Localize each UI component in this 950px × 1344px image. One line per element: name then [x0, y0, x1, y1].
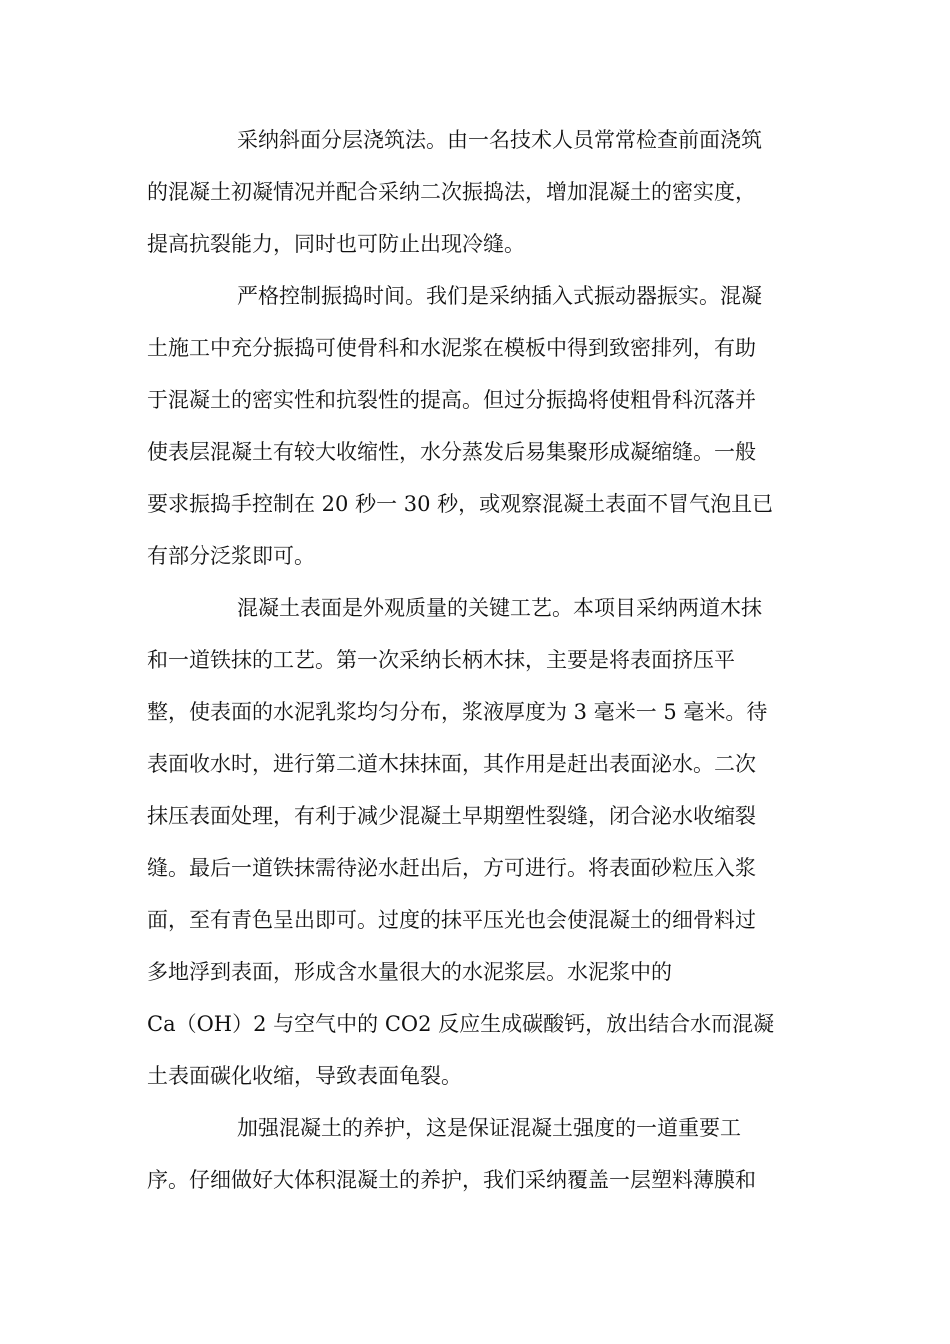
paragraph-vibration-time — [147, 270, 797, 582]
text-line: 抹压表面处理，有利于减少混凝土早期塑性裂缝，闭合泌水收缩裂 — [147, 804, 756, 828]
text-line: 提高抗裂能力，同时也可防止出现冷缝。 — [147, 232, 525, 256]
text-line: Ca（OH）2 与空气中的 CO2 反应生成碳酸钙，放出结合水而混凝 — [147, 1012, 775, 1036]
text-line: 的混凝土初凝情况并配合采纳二次振捣法，增加混凝土的密实度， — [147, 180, 756, 204]
document-body — [147, 114, 797, 1206]
text-line: 序。仔细做好大体积混凝土的养护，我们采纳覆盖一层塑料薄膜和 — [147, 1168, 756, 1192]
text-line: 缝。最后一道铁抹需待泌水赶出后，方可进行。将表面砂粒压入浆 — [147, 856, 756, 880]
text-line: 加强混凝土的养护，这是保证混凝土强度的一道重要工 — [237, 1116, 741, 1140]
text-line: 土施工中充分振捣可使骨科和水泥浆在模板中得到致密排列，有助 — [147, 336, 756, 360]
text-line: 于混凝土的密实性和抗裂性的提高。但过分振捣将使粗骨科沉落并 — [147, 388, 756, 412]
text-line: 整，使表面的水泥乳浆均匀分布，浆液厚度为 3 毫米一 5 毫米。待 — [147, 700, 768, 724]
text-line: 严格控制振捣时间。我们是采纳插入式振动器振实。混凝 — [237, 284, 762, 308]
text-line: 和一道铁抹的工艺。第一次采纳长柄木抹，主要是将表面挤压平 — [147, 648, 735, 672]
paragraph-layered-pouring — [147, 114, 797, 270]
text-line: 多地浮到表面，形成含水量很大的水泥浆层。水泥浆中的 — [147, 960, 672, 984]
text-line: 表面收水时，进行第二道木抹抹面，其作用是赶出表面泌水。二次 — [147, 752, 756, 776]
text-line: 土表面碳化收缩，导致表面龟裂。 — [147, 1064, 462, 1088]
text-line: 混凝土表面是外观质量的关键工艺。本项目采纳两道木抹 — [237, 596, 762, 620]
paragraph-surface-finishing — [147, 582, 797, 1102]
text-line: 使表层混凝土有较大收缩性，水分蒸发后易集聚形成凝缩缝。一般 — [147, 440, 756, 464]
text-line: 面，至有青色呈出即可。过度的抹平压光也会使混凝土的细骨料过 — [147, 908, 756, 932]
text-line: 要求振捣手控制在 20 秒一 30 秒，或观察混凝土表面不冒气泡且已 — [147, 492, 774, 516]
text-line: 有部分泛浆即可。 — [147, 544, 315, 568]
paragraph-curing — [147, 1102, 797, 1206]
text-line: 采纳斜面分层浇筑法。由一名技术人员常常检查前面浇筑 — [237, 128, 762, 152]
